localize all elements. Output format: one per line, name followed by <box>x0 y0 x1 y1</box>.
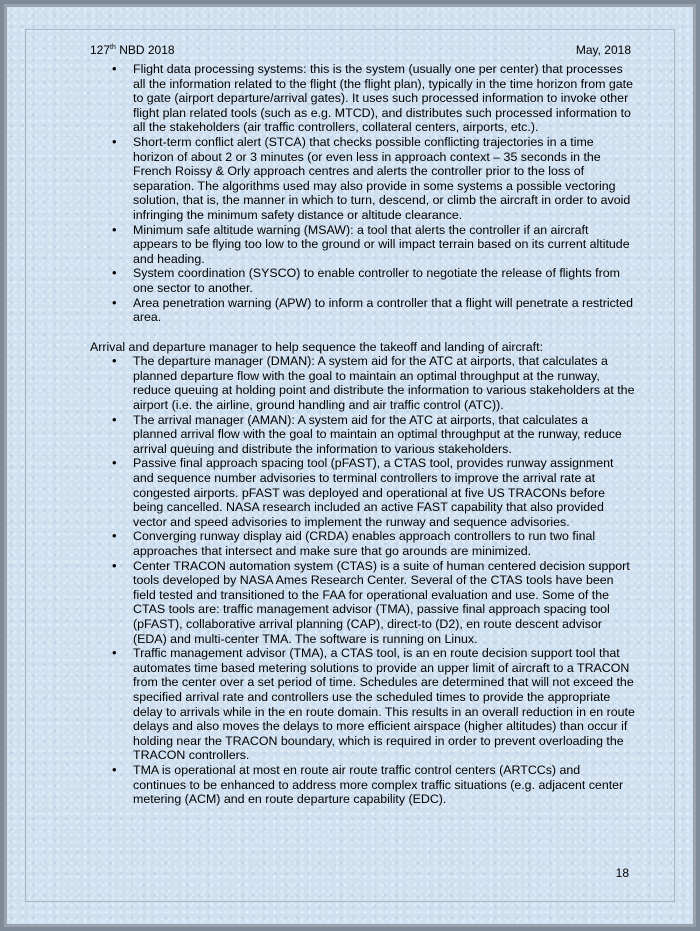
list-item: • Converging runway display aid (CRDA) enables approach controllers to run two final approaches that intersect and make sure that go arounds are minimized. <box>90 529 635 558</box>
list-item: • Traffic management advisor (TMA), a CTAS tool, is an en route decision support tool that automates time based metering solutions to provide an upper limit of aircraft to a TRACON from the center over a set period of time. Schedules are determined that will not exceed the specified arrival rate and controllers use the scheduled times to provide the appropriate delay to arrivals while in the en route domain. This results in an overall reduction in en route delays and also moves the delays to more efficient airspace (higher altitudes) than occur if holding near the TRACON boundary, which is required in order to prevent overloading the TRACON controllers. <box>90 646 635 763</box>
list-item: • Minimum safe altitude warning (MSAW): a tool that alerts the controller if an aircraft appears to be flying too low to the ground or will impact terrain based on its current altitude and heading. <box>90 223 635 267</box>
document-page <box>4 4 696 927</box>
bullet-list-atc-tools <box>90 62 635 325</box>
list-item: • TMA is operational at most en route air route traffic control centers (ARTCCs) and continues to be enhanced to address more complex traffic situations (e.g. adjacent center metering (ACM) and en route departure capability (EDC). <box>90 763 635 807</box>
list-item: • Passive final approach spacing tool (pFAST), a CTAS tool, provides runway assignment and sequence number advisories to terminal controllers to improve the arrival rate at congested airports. pFAST was deployed and operational at five US TRACONs before being cancelled. NASA research included an active FAST capability that also provided vector and speed advisories to implement the runway and sequence advisories. <box>90 456 635 529</box>
bullet-list-arrival-departure <box>90 354 635 806</box>
header-date: May, 2018 <box>575 43 631 57</box>
list-item: • Flight data processing systems: this is the system (usually one per center) that processes all the information related to the flight (the flight plan), typically in the time horizon from gate to gate (airport departure/arrival gates). It uses such processed information to invoke other flight plan related tools (such as e.g. MTCD), and distributes such processed information to all the stakeholders (air traffic controllers, collateral centers, airports, etc.). <box>90 62 635 135</box>
list-item: • Center TRACON automation system (CTAS) is a suite of human centered decision support tools developed by NASA Ames Research Center. Several of the CTAS tools have been field tested and transitioned to the FAA for operational evaluation and use. Some of the CTAS tools are: traffic management advisor (TMA), passive final approach spacing tool (pFAST), collaborative arrival planning (CAP), direct-to (D2), en route descent advisor (EDA) and multi-center TMA. The software is running on Linux. <box>90 559 635 647</box>
list-item: • The departure manager (DMAN): A system aid for the ATC at airports, that calculates a planned departure flow with the goal to maintain an optimal throughput at the runway, reduce queuing at holding point and distribute the information to various stakeholders at the airport (i.e. the airline, ground handling and air traffic control (ATC)). <box>90 354 635 412</box>
page-body <box>90 62 635 807</box>
list-item: • System coordination (SYSCO) to enable controller to negotiate the release of flights from one sector to another. <box>90 266 635 295</box>
page-number: 18 <box>615 866 629 880</box>
list-item: • The arrival manager (AMAN): A system aid for the ATC at airports, that calculates a planned arrival flow with the goal to maintain an optimal throughput at the runway, reduce arrival queuing and distribute the information to various stakeholders. <box>90 413 635 457</box>
header-conference: 127th NBD 2018 <box>90 43 175 57</box>
list-item: • Short-term conflict alert (STCA) that checks possible conflicting trajectories in a time horizon of about 2 or 3 minutes (or even less in approach context – 35 seconds in the French Roissy & Orly approach centres and alerts the controller prior to the loss of separation. The algorithms used may also provide in some systems a possible vectoring solution, that is, the manner in which to turn, descend, or climb the aircraft in order to avoid infringing the minimum safety distance or altitude clearance. <box>90 135 635 223</box>
list-item: • Area penetration warning (APW) to inform a controller that a flight will penetrate a restricted area. <box>90 296 635 325</box>
section-intro-paragraph: Arrival and departure manager to help sequence the takeoff and landing of aircraft: <box>90 339 544 354</box>
